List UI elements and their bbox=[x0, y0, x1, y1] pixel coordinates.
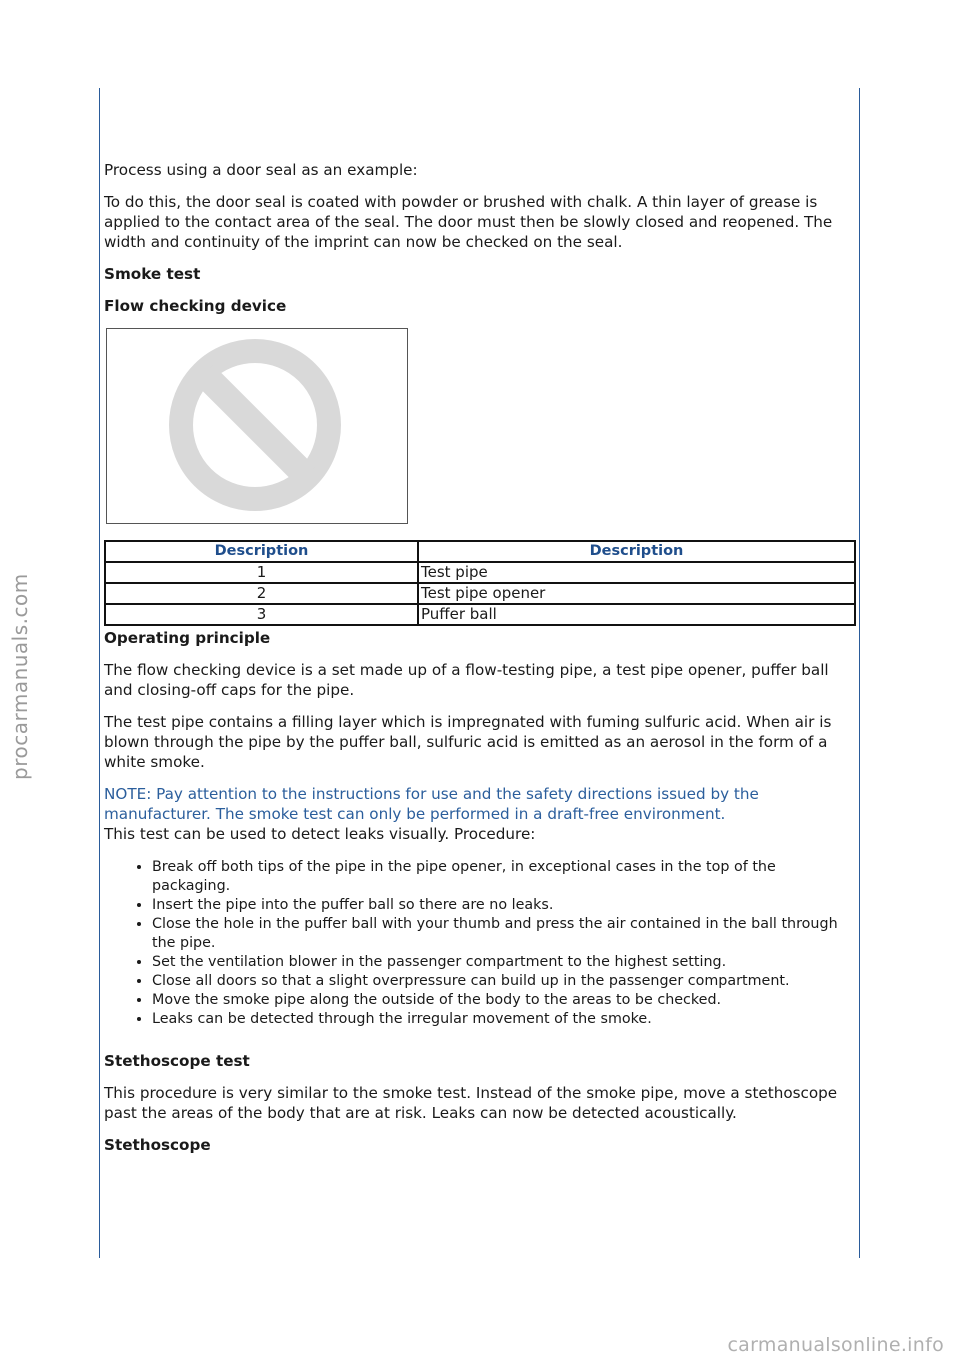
intro-text: Process using a door seal as an example: bbox=[104, 161, 418, 179]
bottom-watermark: carmanualsonline.info bbox=[727, 1334, 944, 1356]
legend-description: Puffer ball bbox=[418, 604, 855, 625]
left-margin-rule bbox=[99, 88, 100, 1258]
table-row bbox=[105, 562, 855, 583]
table-row bbox=[105, 583, 855, 604]
side-watermark: procarmanuals.com bbox=[8, 573, 32, 780]
legend-description: Test pipe opener bbox=[418, 583, 855, 604]
list-item: • Close all doors so that a slight overpressure can build up in the passenger compartment. bbox=[152, 972, 856, 991]
device-paragraph: The flow checking device is a set made up of a flow-testing pipe, a test pipe opener, puffer ball and closing-off caps for the pipe. bbox=[104, 661, 829, 699]
legend-number: 2 bbox=[105, 583, 418, 604]
figure-placeholder bbox=[106, 328, 408, 524]
right-margin-rule bbox=[859, 88, 860, 1258]
chalk-paragraph: To do this, the door seal is coated with powder or brushed with chalk. A thin layer of grease is applied to the contact area of the seal. The door must then be slowly closed and reopened. The width and continuity of the imprint can now be checked on the seal. bbox=[104, 193, 833, 251]
legend-number: 3 bbox=[105, 604, 418, 625]
page-content bbox=[104, 160, 856, 1167]
stethoscope-heading: Stethoscope bbox=[104, 1136, 211, 1154]
list-item: • Insert the pipe into the puffer ball so there are no leaks. bbox=[152, 896, 856, 915]
list-item: • Close the hole in the puffer ball with your thumb and press the air contained in the ball through the pipe. bbox=[152, 915, 856, 953]
legend-number: 1 bbox=[105, 562, 418, 583]
flow-device-heading: Flow checking device bbox=[104, 297, 287, 315]
smoke-test-heading: Smoke test bbox=[104, 265, 201, 283]
stethoscope-paragraph: This procedure is very similar to the smoke test. Instead of the smoke pipe, move a stethoscope past the areas of the body that are at risk. Leaks can now be detected acoustically. bbox=[104, 1084, 838, 1122]
list-item: • Set the ventilation blower in the passenger compartment to the highest setting. bbox=[152, 953, 856, 972]
legend-header-row bbox=[105, 541, 855, 562]
procedure-list bbox=[104, 858, 856, 1029]
list-item: • Leaks can be detected through the irregular movement of the smoke. bbox=[152, 1010, 856, 1029]
safety-note: NOTE: Pay attention to the instructions for use and the safety directions issued by the manufacturer. The smoke test can only be performed in a draft-free environment. bbox=[104, 785, 759, 823]
legend-table bbox=[104, 540, 856, 626]
list-item: • Move the smoke pipe along the outside of the body to the areas to be checked. bbox=[152, 991, 856, 1010]
procedure-intro: This test can be used to detect leaks visually. Procedure: bbox=[104, 825, 536, 843]
legend-header-number: Description bbox=[105, 541, 418, 562]
acid-paragraph: The test pipe contains a filling layer which is impregnated with fuming sulfuric acid. When air is blown through the pipe by the puffer ball, sulfuric acid is emitted as an aerosol in the form of a white smoke. bbox=[104, 713, 832, 771]
legend-description: Test pipe bbox=[418, 562, 855, 583]
legend-header-description: Description bbox=[418, 541, 855, 562]
no-image-icon bbox=[107, 329, 407, 523]
table-row bbox=[105, 604, 855, 625]
list-item: • Break off both tips of the pipe in the pipe opener, in exceptional cases in the top of the packaging. bbox=[152, 858, 856, 896]
stethoscope-test-heading: Stethoscope test bbox=[104, 1052, 250, 1070]
operating-principle-heading: Operating principle bbox=[104, 629, 271, 647]
